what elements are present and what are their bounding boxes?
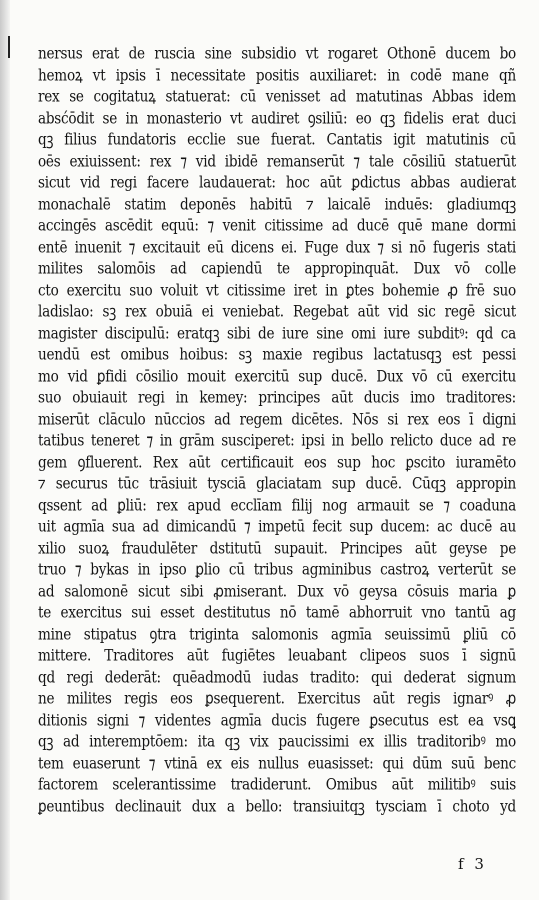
text-line: monachalē statim deponēs habitū ⁊ laicalē induēs: gladiumqꝫ — [38, 194, 516, 214]
text-line: cto exercitu suo voluit vt citissime iret in ꝑtes bohemie ꝓ frē suo — [38, 280, 516, 300]
text-line: qd regi dederāt: quēadmodū iudas tradito: qui dederat signum — [38, 667, 516, 687]
text-line: uit agmīa sua ad dimicandū ⁊ impetū fecit sup ducem: ac ducē au — [38, 517, 516, 537]
text-line: ditionis signi ⁊ videntes agmīa ducis fugere ꝑsecutus est ea vsꝗ — [38, 710, 516, 730]
text-line: oēs exiuissent: rex ⁊ vid ibidē remanserūt ⁊ tale cōsiliū statuerūt — [38, 151, 516, 171]
binding-shadow — [0, 0, 10, 900]
text-line: mine stipatus ꝯtra triginta salomonis agmīa seuissimū ꝑliū cō — [38, 624, 516, 644]
text-line: qssent ad ꝑliū: rex apud ecclīam filij nog armauit se ⁊ coaduna — [38, 495, 516, 515]
text-line: ⁊ securus tūc trāsiuit tysciā glaciatam sup ducē. Cūqꝫ appropin — [38, 474, 516, 494]
text-line: hemoꝝ vt ipsis ī necessitate positis auxiliaret: in codē mane qñ — [38, 65, 516, 85]
text-line: ad salomonē sicut sibi ꝓmiserant. Dux vō geysa cōsuis maria ꝑ — [38, 581, 516, 601]
text-line: sicut vid regi facere laudauerat: hoc aūt ꝑdictus abbas audierat — [38, 173, 516, 193]
text-line: entē inuenit ⁊ excitauit eū dicens ei. Fuge dux ⁊ si nō fugeris stati — [38, 237, 516, 257]
text-line: uendū est omibus hoibus: sꝫ maxie regibus lactatusqꝫ est pessi — [38, 345, 516, 365]
text-line: suo obuiauit regi in kemey: principes aūt ducis imo traditores: — [38, 388, 516, 408]
text-line: te exercitus sui esset destitutus nō tamē abhorruit vno tantū ag — [38, 603, 516, 623]
text-line: ꝑeuntibus declinauit dux a bello: transiuitqꝫ tysciam ī choto yd — [38, 796, 516, 816]
signature-mark: f 3 — [458, 855, 487, 873]
text-line: qꝫ ad interemptōem: ita qꝫ vix paucissimi ex illis traditoribꝰ mo — [38, 732, 516, 752]
text-line: nersus erat de ruscia sine subsidio vt rogaret Othonē ducem bo — [38, 44, 516, 64]
text-line: absćōdit se in monasterio vt audiret ꝯsiliū: eo qꝫ fidelis erat duci — [38, 108, 516, 128]
text-line: mo vid ꝑfidi cōsilio mouit exercitū sup ducē. Dux vō cū exercitu — [38, 366, 516, 386]
text-line: ne milites regis eos ꝑsequerent. Exercitus aūt regis ignarꝰ ꝓ — [38, 689, 516, 709]
text-line: mittere. Traditores aūt fugiētes leuabant clipeos suos ī signū — [38, 646, 516, 666]
text-line: xilio suoꝝ fraudulēter dstitutū supauit. Principes aūt geyse pe — [38, 538, 516, 558]
text-line: magister discipulū: eratqꝫ sibi de iure sine omi iure subditꝰ: qd ca — [38, 323, 516, 343]
margin-mark — [8, 36, 10, 58]
text-block — [38, 44, 516, 818]
text-line: factorem scelerantissime tradiderunt. Omibus aūt militibꝰ suis — [38, 775, 516, 795]
text-line: qꝫ filius fundatoris ecclie sue fuerat. Cantatis igit matutinis cū — [38, 130, 516, 150]
text-line: ladislao: sꝫ rex obuiā ei veniebat. Regebat aūt vid sic regē sicut — [38, 302, 516, 322]
text-line: truo ⁊ bykas in ipso ꝑlio cū tribus agminibus castroꝝ verterūt se — [38, 560, 516, 580]
text-line: tem euaserunt ⁊ vtinā ex eis nullus euasisset: qui dūm suū benc — [38, 753, 516, 773]
text-line: accingēs ascēdit equū: ⁊ venit citissime ad ducē quē mane dormi — [38, 216, 516, 236]
text-line: tatibus teneret ⁊ in grām susciperet: ipsi in bello relicto duce ad re — [38, 431, 516, 451]
text-line: gem ꝯfluerent. Rex aūt certificauit eos sup hoc ꝑscito iuramēto — [38, 452, 516, 472]
text-line: miserūt clāculo nūccios ad regem dicētes. Nōs si rex eos ī digni — [38, 409, 516, 429]
text-line: milites salomōis ad capiendū te appropinquāt. Dux vō colle — [38, 259, 516, 279]
text-line: rex se cogitatuꝝ statuerat: cū venisset ad matutinas Abbas idem — [38, 87, 516, 107]
